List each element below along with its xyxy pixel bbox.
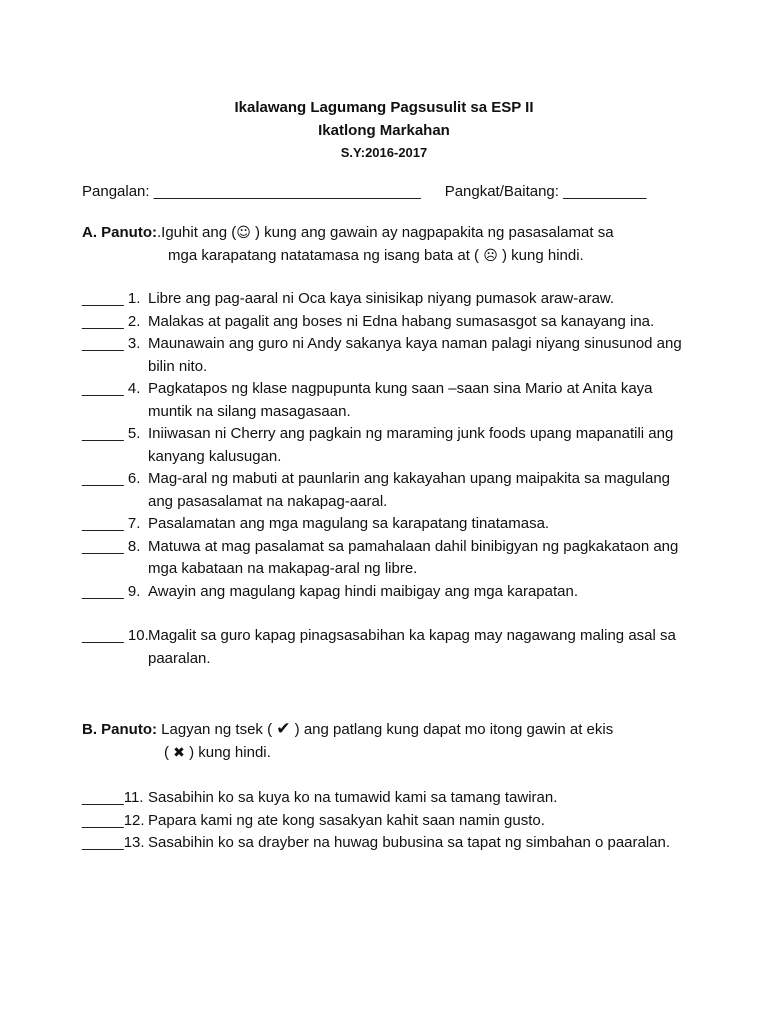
check-mark-icon: ✔ — [276, 719, 291, 739]
question-text: Matuwa at mag pasalamat sa pamahalaan dahil binibigyan ng pagkakataon ang mga kabataan na makapag-aral ng libre. — [148, 537, 679, 577]
question-item — [82, 311, 692, 334]
question-item — [82, 513, 692, 536]
answer-blank[interactable]: _____12. — [82, 811, 145, 829]
answer-blank[interactable]: _____11. — [82, 789, 144, 806]
section-a-instructions: A. Panuto:.Iguhit ang (☺ ) kung ang gawain ay nagpapakita ng pasasalamat sa mga karapatang natatamasa ng isang bata at ( ☹ ) kung hindi. — [82, 224, 614, 264]
section-a-label: A. Panuto: — [82, 224, 157, 241]
name-field-label: Pangalan: ________________________________ — [82, 183, 421, 200]
section-field-label: Pangkat/Baitang: __________ — [444, 183, 647, 200]
question-item — [82, 536, 692, 581]
section-a-items — [82, 288, 692, 670]
answer-blank[interactable]: _____ 6. — [82, 470, 141, 487]
question-text: Malakas at pagalit ang boses ni Edna habang sumasasgot sa kanayang ina. — [148, 312, 655, 330]
frowny-face-icon: ☹ — [483, 247, 498, 264]
answer-blank[interactable]: _____ 9. — [82, 582, 141, 600]
question-text: Pagkatapos ng klase nagpupunta kung saan –saan sina Mario at Anita kaya muntik na silang masagasaan. — [148, 380, 653, 420]
question-item — [82, 625, 692, 670]
question-text: Libre ang pag-aaral ni Oca kaya sinisikap niyang pumasok araw-araw. — [148, 290, 615, 307]
answer-blank[interactable]: _____ 8. — [82, 537, 141, 555]
question-text: Mag-aral ng mabuti at paunlarin ang kakayahan upang maipakita sa magulang ang pasasalamat na nakapag-aaral. — [148, 470, 671, 510]
answer-blank[interactable]: _____ 4. — [82, 380, 141, 397]
question-text: Maunawain ang guro ni Andy sakanya kaya naman palagi niyang sinusunod ang bilin nito. — [148, 335, 682, 375]
answer-blank[interactable]: _____ 3. — [82, 335, 141, 352]
section-b-label: B. Panuto: — [82, 721, 157, 738]
question-text: Magalit sa guro kapag pinagsasabihan ka kapag may nagawang maling asal sa paaralan. — [148, 627, 676, 667]
question-text: Papara kami ng ate kong sasakyan kahit saan namin gusto. — [148, 811, 545, 829]
question-text: Pasalamatan ang mga magulang sa karapatang tinatamasa. — [148, 515, 550, 532]
question-item — [82, 378, 692, 423]
answer-blank[interactable]: _____ 10. — [82, 627, 149, 644]
answer-blank[interactable]: _____ 1. — [82, 290, 141, 307]
question-text: Sasabihin ko sa drayber na huwag bubusina sa tapat ng simbahan o paaralan. — [148, 834, 671, 851]
question-text: Sasabihin ko sa kuya ko na tumawid kami sa tamang tawiran. — [148, 789, 558, 806]
answer-blank[interactable]: _____13. — [82, 834, 145, 851]
question-text: Awayin ang magulang kapag hindi maibigay ang mga karapatan. — [148, 582, 579, 600]
question-text: Iniiwasan ni Cherry ang pagkain ng maraming junk foods upang mapanatili ang kanyang kalusugan. — [148, 425, 674, 465]
question-item — [82, 423, 692, 468]
question-item — [82, 468, 692, 513]
question-item — [82, 810, 692, 833]
answer-blank[interactable]: _____ 5. — [82, 425, 141, 442]
answer-blank[interactable]: _____ 7. — [82, 515, 141, 532]
question-item — [82, 333, 692, 378]
section-b-instructions: B. Panuto: Lagyan ng tsek ( ✔ ) ang patlang kung dapat mo itong gawin at ekis ( ✖ ) kung hindi. — [82, 719, 614, 761]
question-item — [82, 581, 692, 604]
question-item — [82, 832, 692, 855]
answer-blank[interactable]: _____ 2. — [82, 312, 141, 330]
x-mark-icon: ✖ — [173, 744, 185, 761]
smiley-face-icon: ☺ — [236, 225, 251, 241]
question-item — [82, 288, 692, 311]
worksheet-school-year: S.Y:2016-2017 — [340, 145, 428, 160]
student-info-row — [82, 181, 682, 204]
section-b-items — [82, 787, 692, 855]
question-item — [82, 787, 692, 810]
worksheet-quarter: Ikatlong Markahan — [318, 122, 450, 139]
worksheet-title: Ikalawang Lagumang Pagsusulit sa ESP II — [234, 99, 534, 116]
